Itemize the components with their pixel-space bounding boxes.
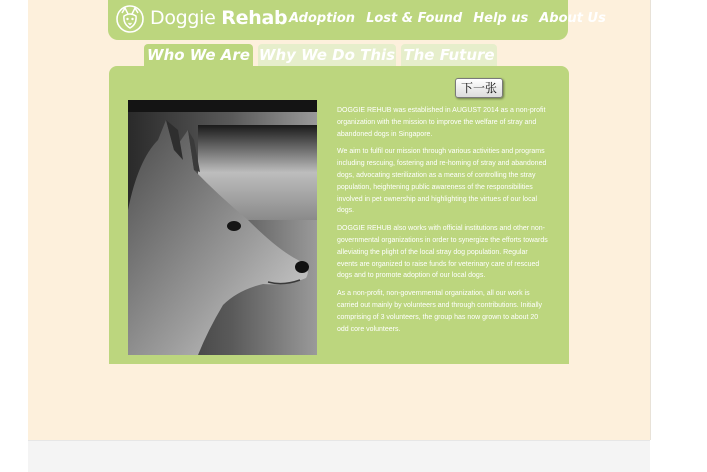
about-paragraph-1: DOGGIE REHUB was established in AUGUST 2014 as a non-profit organization with the mission to improve the welfare of stray and abandoned dogs in Singapore.	[337, 107, 546, 138]
footer	[28, 440, 650, 472]
about-paragraph-2: We aim to fulfil our mission through various activities and programs including rescuing, fostering and re-homing of stray and abandoned dogs, advocating sterilization as a means of controlling the stray population, heightening public awareness of the responsibilities involved in pet ownership and highlighting the virtues of our local dogs.	[337, 148, 547, 215]
tab-why-we-do-this[interactable]: Why We Do This	[258, 46, 396, 64]
nav-adoption[interactable]: Adoption	[289, 11, 356, 26]
tab-who-we-are[interactable]: Who We Are	[144, 44, 253, 66]
nav-lost-and-found[interactable]: Lost & Found	[366, 11, 463, 26]
about-text	[337, 105, 549, 341]
nav-about-us[interactable]: About Us	[539, 11, 606, 26]
site-header	[108, 0, 606, 40]
about-paragraph-4: As a non-profit, non-governmental organization, all our work is carried out mainly by volunteers and through contributions. Initially comprising of 3 volunteers, the group has now grown to about 20 odd core volunteers.	[337, 290, 543, 333]
tab-the-future[interactable]: The Future	[401, 44, 497, 66]
site-logo-text[interactable]	[150, 7, 287, 29]
logo-name: Doggie	[150, 7, 216, 29]
nav-help-us[interactable]: Help us	[473, 11, 529, 26]
logo-name-bold: Rehab	[221, 7, 288, 29]
next-button[interactable]: 下一张	[455, 78, 503, 98]
dog-face-logo-icon[interactable]	[115, 4, 145, 34]
about-paragraph-3: DOGGIE REHUB also works with official institutions and other non-governmental organizations in order to synergize the efforts towards alleviating the plight of the local stray dog population. Regular events are organized to raise funds for veterinary care of rescued dogs and to promote adoption of our local dogs.	[337, 225, 548, 280]
page-border	[650, 0, 651, 440]
main-nav	[289, 11, 617, 26]
content-panel	[109, 66, 569, 364]
dog-photo	[128, 100, 317, 355]
